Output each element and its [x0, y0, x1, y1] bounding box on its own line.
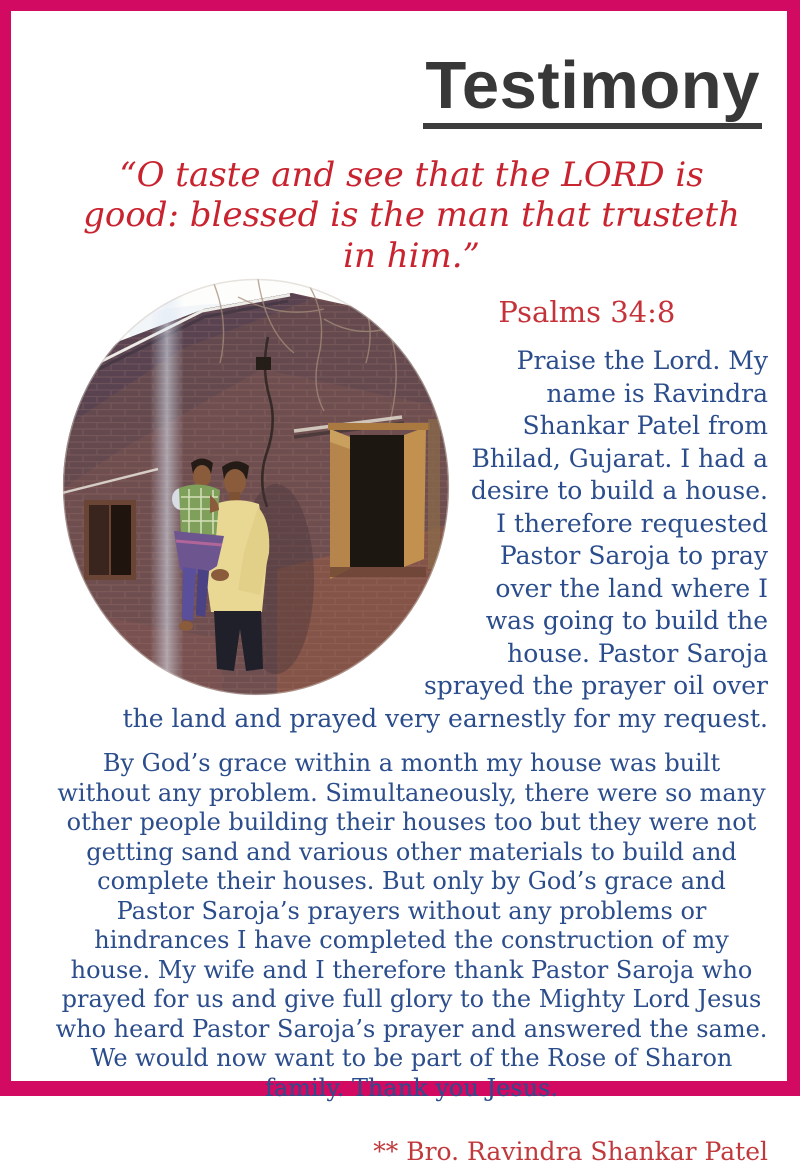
- photo-text-wrap: [55, 279, 768, 735]
- scripture-reference: Psalms 34:8: [498, 295, 676, 330]
- title-row: [55, 48, 762, 129]
- testimony-intro: Praise the Lord. My name is Ravindra Shankar Patel from Bhilad, Gujarat. I had a desire to build a house. I therefore requested Pastor Saroja to pray over the land where I was going to build the house. Pastor Saroja sprayed the prayer oil over the land and prayed very earnestly for my request.: [122, 346, 768, 733]
- testimony-body: By God’s grace within a month my house was built without any problem. Simultaneously, there were so many other people building their houses too but they were not getting sand and various other materials to build and complete their houses. But only by God’s grace and Pastor Saroja’s prayers without any problems or hindrances I have completed the construction of my house. My wife and I therefore thank Pastor Saroja who prayed for us and give full glory to the Mighty Lord Jesus who heard Pastor Saroja’s prayer and answered the same. We would now want to be part of the Rose of Sharon family. Thank you Jesus.: [55, 749, 768, 1102]
- scripture-quote: “O taste and see that the LORD is good: blessed is the man that trusteth in him.”: [83, 154, 740, 277]
- page-title: Testimony: [423, 55, 762, 129]
- signature: ** Bro. Ravindra Shankar Patel: [373, 1137, 768, 1166]
- page-content: [11, 48, 787, 1166]
- bell: [256, 357, 271, 370]
- photo-illustration: [62, 279, 450, 696]
- testimony-photo: [62, 279, 450, 696]
- open-door: [328, 419, 440, 579]
